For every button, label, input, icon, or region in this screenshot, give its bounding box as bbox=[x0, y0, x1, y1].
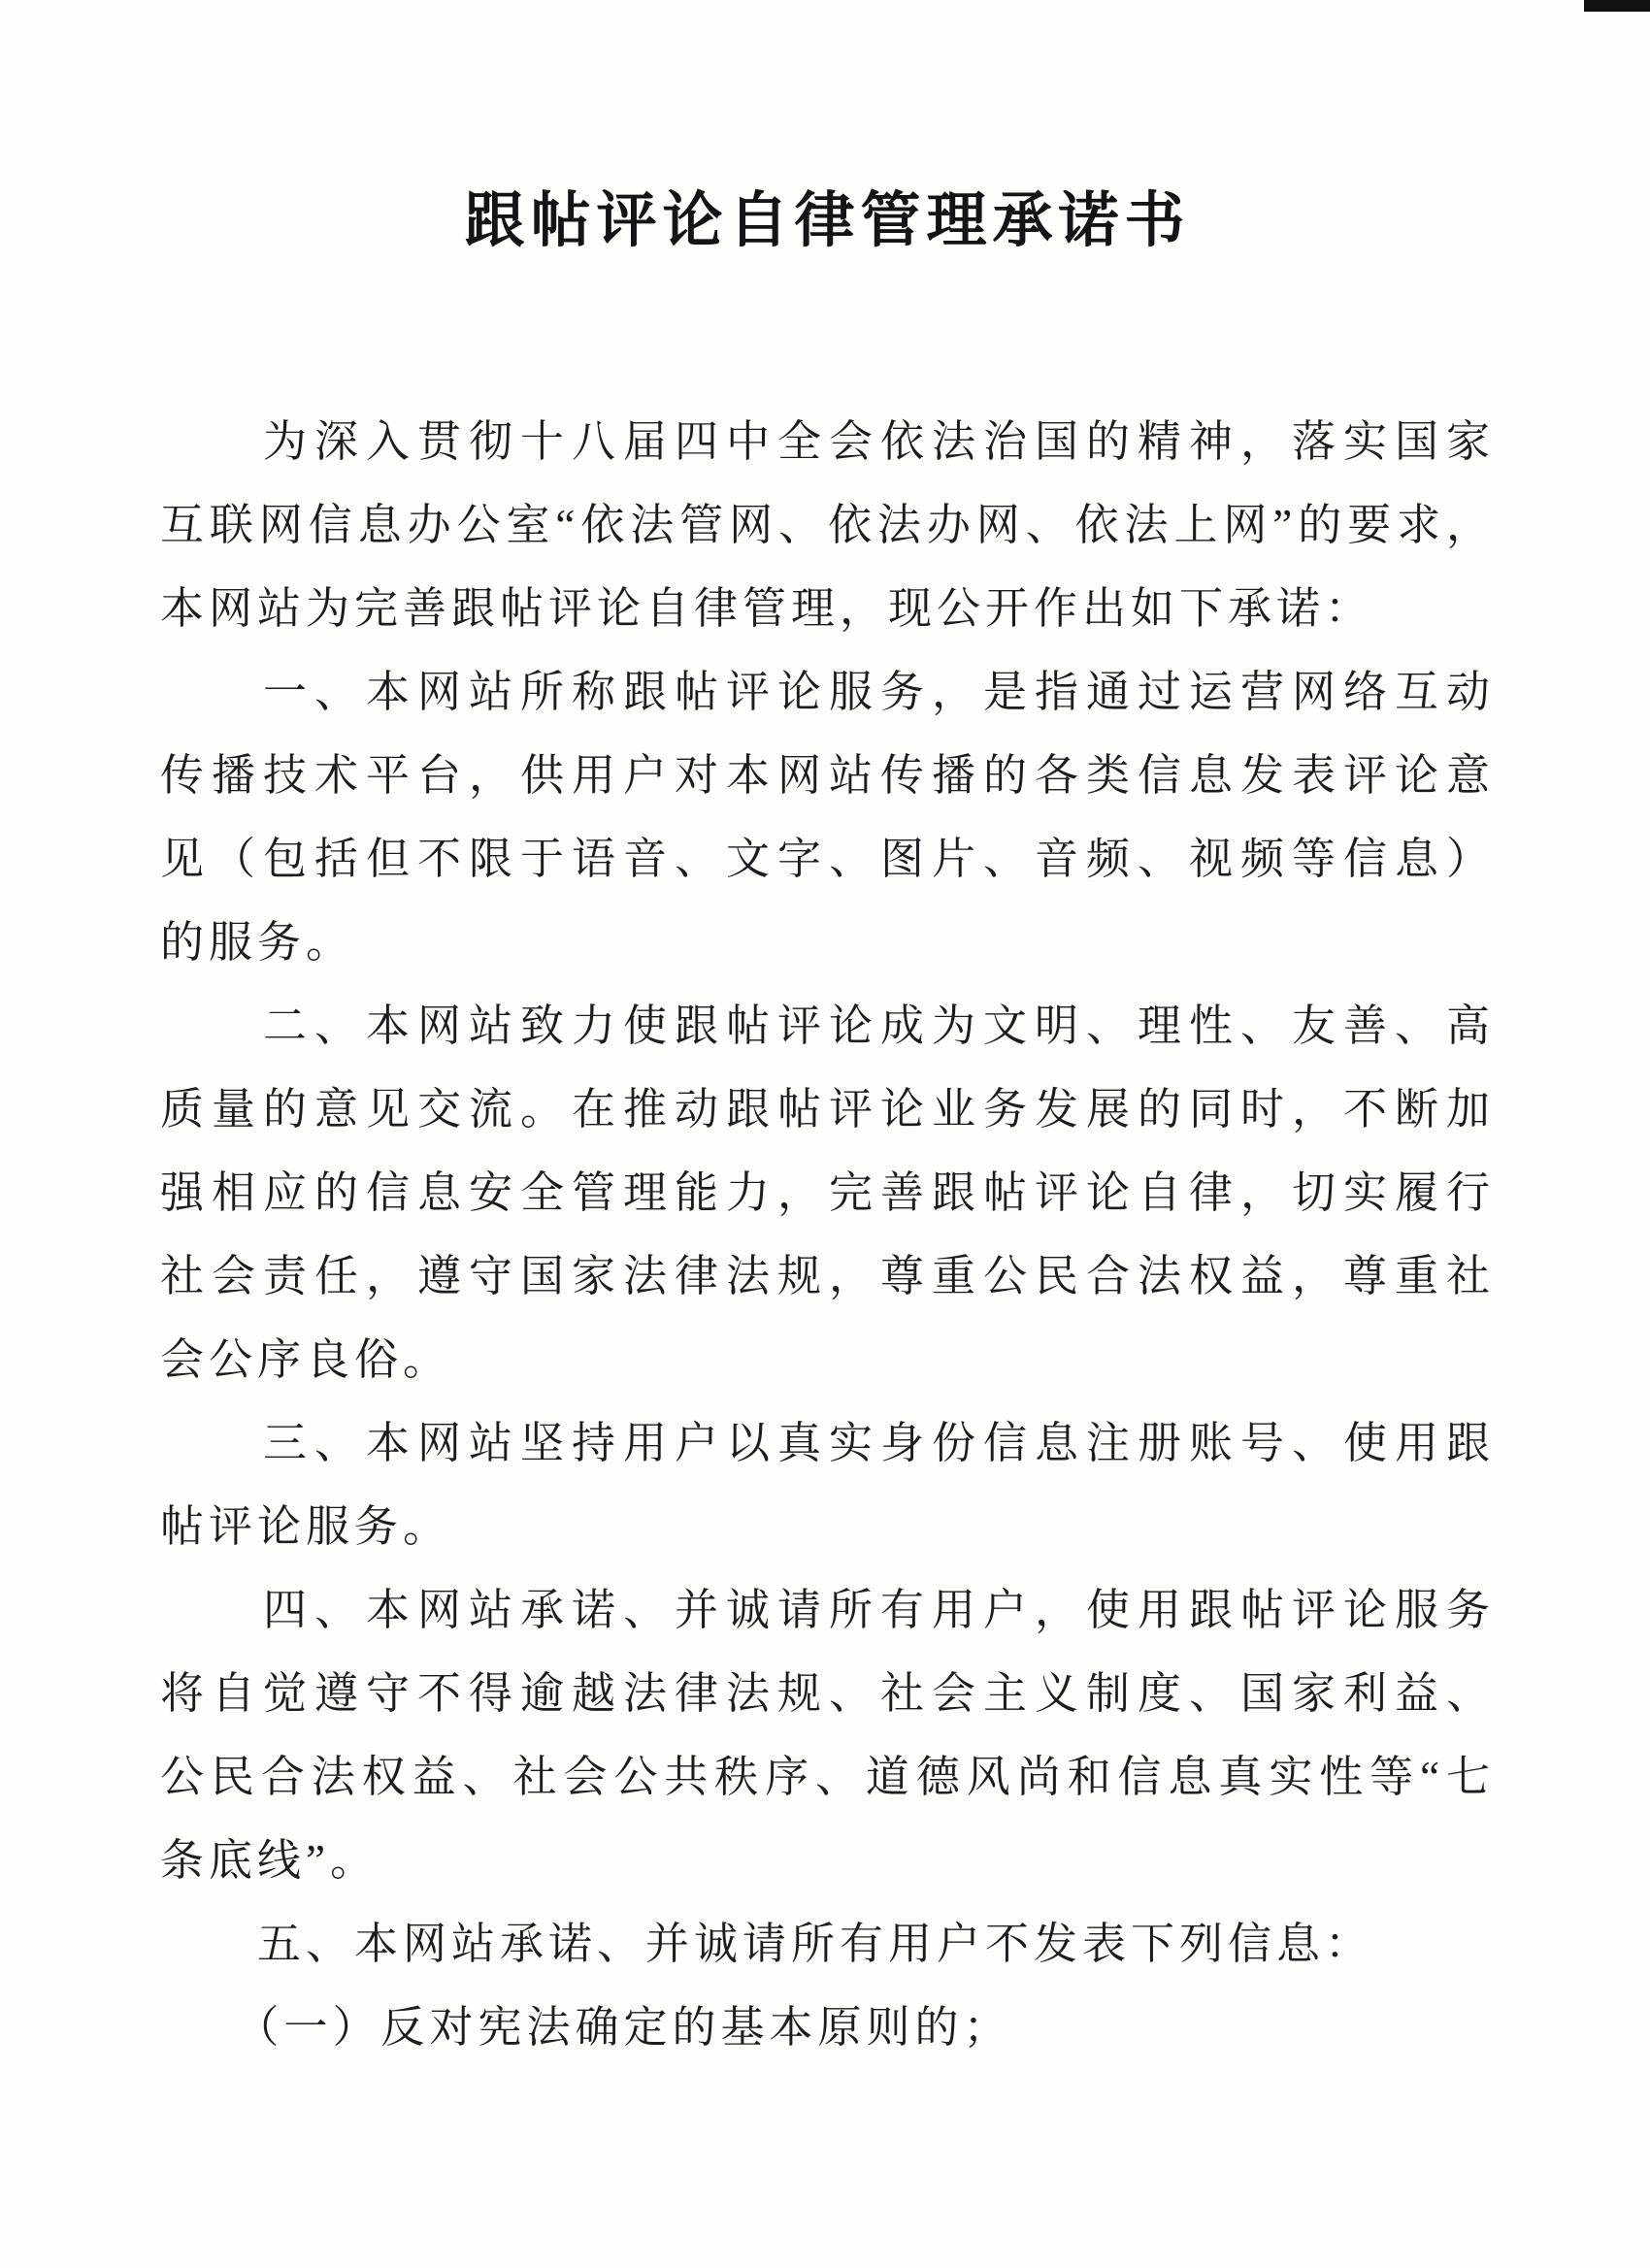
document-body bbox=[160, 400, 1495, 2069]
text-line: 四、本网站承诺、并诚请所有用户，使用跟帖评论服务 bbox=[160, 1586, 1495, 1634]
text-line: 强相应的信息安全管理能力，完善跟帖评论自律，切实履行 bbox=[160, 1168, 1495, 1217]
text-line: 互联网信息办公室“依法管网、依法办网、依法上网”的要求， bbox=[160, 501, 1495, 549]
text-line: 二、本网站致力使跟帖评论成为文明、理性、友善、高 bbox=[160, 1002, 1495, 1050]
text-line: 三、本网站坚持用户以真实身份信息注册账号、使用跟 bbox=[160, 1419, 1495, 1467]
text-line: 一、本网站所称跟帖评论服务，是指通过运营网络互动 bbox=[160, 668, 1495, 716]
text-line: 质量的意见交流。在推动跟帖评论业务发展的同时，不断加 bbox=[160, 1085, 1495, 1134]
scan-artifact-mark bbox=[1584, 0, 1650, 12]
text-line: 的服务。 bbox=[160, 918, 355, 967]
text-line: 公民合法权益、社会公共秩序、道德风尚和信息真实性等“七 bbox=[160, 1753, 1495, 1801]
text-line: 五、本网站承诺、并诚请所有用户不发表下列信息： bbox=[160, 1920, 1374, 1968]
text-line: 见（包括但不限于语音、文字、图片、音频、视频等信息） bbox=[160, 835, 1495, 883]
text-line: 传播技术平台，供用户对本网站传播的各类信息发表评论意 bbox=[160, 751, 1495, 800]
text-line: 会公序良俗。 bbox=[160, 1335, 452, 1384]
text-line: 社会责任，遵守国家法律法规，尊重公民合法权益，尊重社 bbox=[160, 1252, 1495, 1300]
text-line: 条底线”。 bbox=[160, 1836, 379, 1885]
text-line: （一）反对宪法确定的基本原则的； bbox=[160, 2003, 1012, 2052]
text-line: 帖评论服务。 bbox=[160, 1502, 452, 1551]
document-title: 跟帖评论自律管理承诺书 bbox=[464, 187, 1191, 254]
text-line: 为深入贯彻十八届四中全会依法治国的精神，落实国家 bbox=[160, 417, 1495, 466]
text-line: 本网站为完善跟帖评论自律管理，现公开作出如下承诺： bbox=[160, 584, 1374, 633]
text-line: 将自觉遵守不得逾越法律法规、社会主义制度、国家利益、 bbox=[160, 1669, 1495, 1718]
